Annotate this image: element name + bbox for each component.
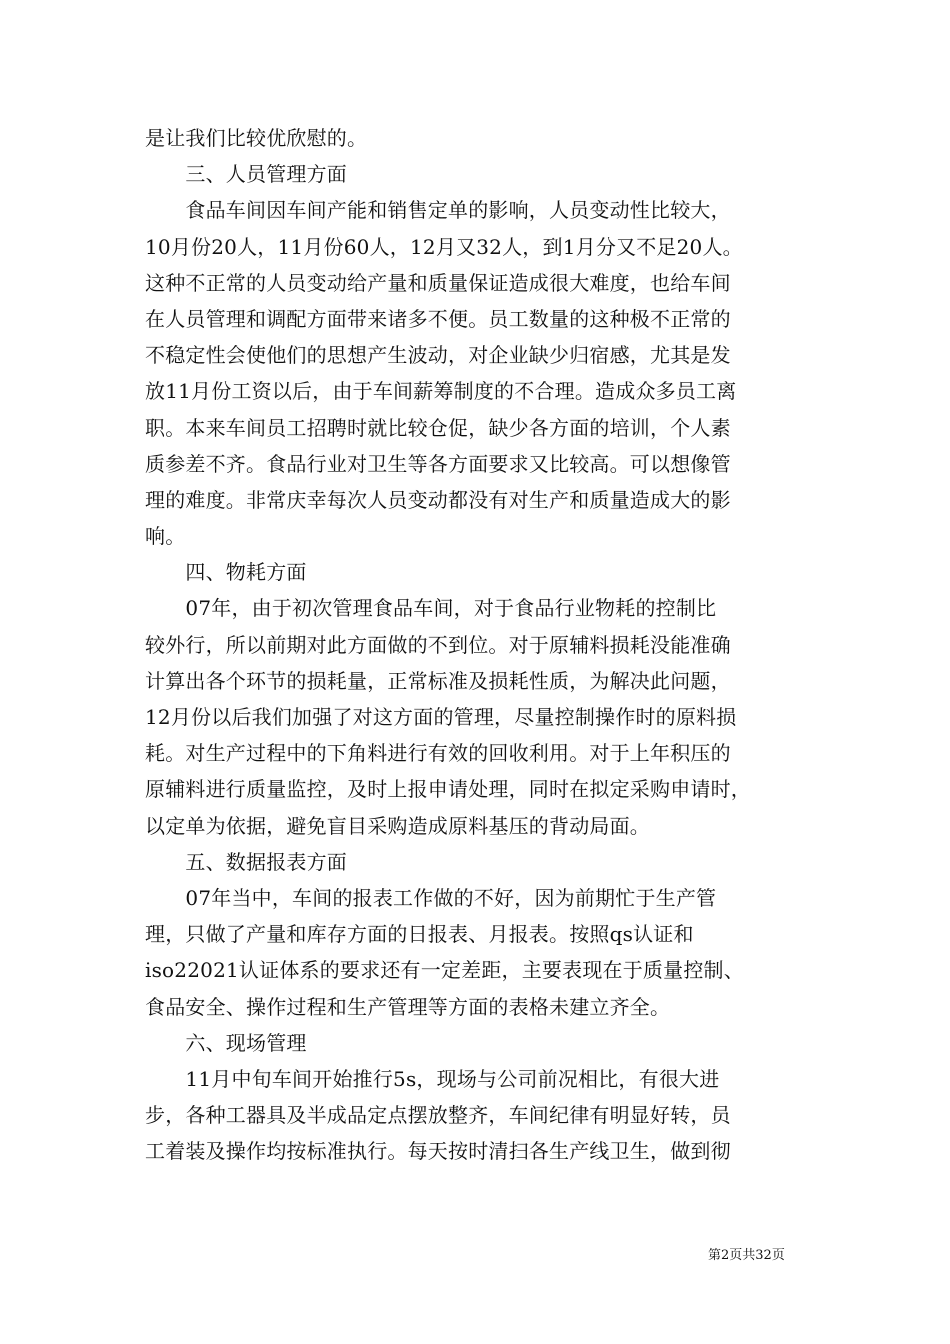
text-line: 耗。对生产过程中的下角料进行有效的回收利用。对于上年积压的	[145, 741, 731, 766]
text-line: 较外行，所以前期对此方面做的不到位。对于原辅料损耗没能准确	[145, 632, 731, 657]
text-line: 07年，由于初次管理食品车间，对于食品行业物耗的控制比	[145, 596, 717, 621]
text-line: 07年当中，车间的报表工作做的不好，因为前期忙于生产管	[145, 885, 717, 910]
page-number-footer: 第2页共32页	[708, 1248, 785, 1263]
text-line: 理的难度。非常庆幸每次人员变动都没有对生产和质量造成大的影	[145, 487, 731, 512]
section-heading-materials: 四、物耗方面	[145, 560, 307, 585]
text-line: 放11月份工资以后，由于车间薪筹制度的不合理。造成众多员工离	[145, 379, 737, 404]
text-line: 职。本来车间员工招聘时就比较仓促，缺少各方面的培训，个人素	[145, 415, 731, 440]
text-line: 是让我们比较优欣慰的。	[145, 126, 368, 150]
text-line: 响。	[145, 524, 186, 549]
text-line: 计算出各个环节的损耗量，正常标准及损耗性质，为解决此问题，	[145, 668, 731, 693]
text-line: 质参差不齐。食品行业对卫生等各方面要求又比较高。可以想像管	[145, 451, 731, 476]
text-line: 理，只做了产量和库存方面的日报表、月报表。按照qs认证和	[145, 922, 694, 947]
text-line: 食品车间因车间产能和销售定单的影响，人员变动性比较大，	[145, 198, 731, 223]
text-line: 这种不正常的人员变动给产量和质量保证造成很大难度，也给车间	[145, 270, 731, 295]
text-line: 步，各种工器具及半成品定点摆放整齐，车间纪律有明显好转，员	[145, 1103, 731, 1128]
text-line: 以定单为依据，避免盲目采购造成原料基压的背动局面。	[145, 813, 650, 838]
section-heading-reports: 五、数据报表方面	[145, 849, 347, 874]
text-line: 工着装及操作均按标准执行。每天按时清扫各生产线卫生，做到彻	[145, 1139, 731, 1164]
text-line: 12月份以后我们加强了对这方面的管理，尽量控制操作时的原料损	[145, 705, 737, 729]
text-line: 10月份20人，11月份60人，12月又32人，到1月分又不足20人。	[145, 234, 743, 259]
text-line: 原辅料进行质量监控，及时上报申请处理，同时在拟定采购申请时，	[145, 777, 751, 802]
section-heading-personnel: 三、人员管理方面	[145, 162, 347, 187]
text-line: 11月中旬车间开始推行5s，现场与公司前况相比，有很大进	[145, 1066, 720, 1091]
text-line: 不稳定性会使他们的思想产生波动，对企业缺少归宿感，尤其是发	[145, 343, 731, 368]
text-line: iso22021认证体系的要求还有一定差距，主要表现在于质量控制、	[145, 958, 744, 983]
text-line: 在人员管理和调配方面带来诸多不便。员工数量的这种极不正常的	[145, 306, 731, 331]
body-text	[145, 120, 810, 1169]
section-heading-site: 六、现场管理	[145, 1030, 307, 1055]
text-line: 食品安全、操作过程和生产管理等方面的表格未建立齐全。	[145, 994, 671, 1019]
